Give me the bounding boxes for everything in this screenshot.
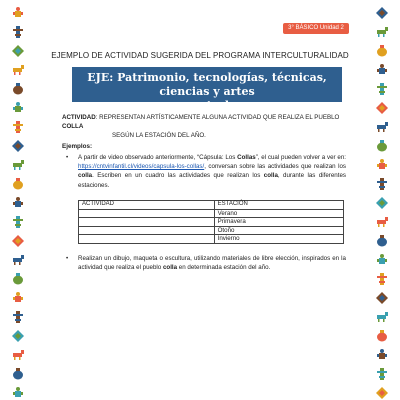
examples-label: Ejemplos:: [62, 143, 93, 150]
decorative-vessel-icon: [10, 272, 26, 286]
bullet1-text: A partir de video observado anteriormente, “Cápsula: Los: [78, 154, 238, 161]
bullet1-bold: Collas: [237, 154, 256, 161]
decorative-totem-icon: [374, 367, 390, 381]
table-header-estacion: ESTACIÓN: [214, 201, 343, 210]
table-header-row: [79, 201, 344, 210]
decorative-vessel-icon: [374, 139, 390, 153]
table-cell-estacion: Otoño: [214, 226, 343, 235]
decorative-vessel-icon: [10, 177, 26, 191]
table-cell-actividad[interactable]: [79, 226, 215, 235]
decorative-diamond-icon: [374, 6, 390, 20]
decorative-totem-icon: [10, 310, 26, 324]
left-decorative-border: [6, 0, 30, 400]
decorative-totem-icon: [10, 215, 26, 229]
table-row: [79, 235, 344, 244]
decorative-diamond-icon: [374, 101, 390, 115]
decorative-person-icon: [374, 348, 390, 362]
decorative-person-icon: [10, 291, 26, 305]
table-cell-estacion: Primavera: [214, 218, 343, 227]
bullet1-text: . Escriben en un cuadro las actividades que realizan los: [92, 172, 264, 180]
bullet1-text: ”, el cual pueden volver a ver en:: [255, 154, 346, 161]
bullet2-text: Realizan un dibujo, maqueta o escultura, utilizando materiales de libre elección, inspirados en la actividad que realiza el pueblo: [78, 255, 346, 272]
decorative-totem-icon: [10, 25, 26, 39]
decorative-totem-icon: [374, 82, 390, 96]
bullet-icon: •: [66, 255, 69, 262]
decorative-vessel-icon: [374, 234, 390, 248]
table-row: [79, 226, 344, 235]
activity-text: : REPRESENTAN ARTÍSTICAMENTE ALGUNA ACTIVIDAD QUE REALIZA EL PUEBLO: [95, 114, 340, 121]
grade-unit-tab: 3° BÁSICO Unidad 2: [283, 23, 349, 34]
seasons-table: [78, 200, 344, 244]
decorative-person-icon: [10, 386, 26, 400]
decorative-person-icon: [374, 253, 390, 267]
activity-description: [62, 113, 352, 140]
example-bullet-2: [66, 254, 346, 272]
decorative-animal-icon: [374, 215, 390, 229]
table-row: [79, 218, 344, 227]
decorative-diamond-icon: [374, 291, 390, 305]
table-cell-actividad[interactable]: [79, 218, 215, 227]
table-cell-estacion: Verano: [214, 209, 343, 218]
bullet-icon: •: [66, 154, 69, 161]
activity-label: ACTIVIDAD: [62, 114, 96, 121]
eje-banner: [72, 67, 342, 112]
bullet1-text: , durante las diferentes estaciones.: [78, 172, 347, 189]
decorative-animal-icon: [10, 63, 26, 77]
decorative-diamond-icon: [374, 196, 390, 210]
right-decorative-border: [370, 0, 394, 400]
decorative-animal-icon: [10, 348, 26, 362]
table-row: [79, 209, 344, 218]
table-cell-estacion: Invierno: [214, 235, 343, 244]
decorative-diamond-icon: [10, 329, 26, 343]
decorative-vessel-icon: [10, 367, 26, 381]
table-cell-actividad[interactable]: [79, 209, 215, 218]
example-bullet-1: [66, 153, 347, 190]
decorative-totem-icon: [374, 177, 390, 191]
eje-title-line2: ancestrales: [171, 99, 243, 112]
bullet2-text: en determinada estación del año.: [177, 264, 271, 272]
decorative-animal-icon: [10, 253, 26, 267]
table-cell-actividad[interactable]: [79, 235, 215, 244]
decorative-person-icon: [374, 158, 390, 172]
bullet2-bold: colla: [162, 264, 178, 272]
decorative-diamond-icon: [10, 139, 26, 153]
bullet1-bold: colla: [263, 172, 278, 180]
decorative-totem-icon: [10, 120, 26, 134]
decorative-vessel-icon: [374, 329, 390, 343]
decorative-animal-icon: [374, 310, 390, 324]
decorative-person-icon: [10, 196, 26, 210]
decorative-animal-icon: [374, 25, 390, 39]
decorative-totem-icon: [374, 272, 390, 286]
decorative-person-icon: [10, 101, 26, 115]
bullet1-text: , conversan sobre las actividades que realizan los: [204, 163, 346, 171]
decorative-person-icon: [10, 6, 26, 20]
decorative-animal-icon: [10, 158, 26, 172]
video-link[interactable]: https://cntvinfantil.cl/videos/capsula-los-collas/: [78, 163, 205, 171]
activity-bold-word: COLLA: [62, 123, 84, 130]
decorative-diamond-icon: [374, 386, 390, 400]
decorative-animal-icon: [374, 120, 390, 134]
decorative-diamond-icon: [10, 234, 26, 248]
table-header-actividad: ACTIVIDAD: [79, 201, 215, 210]
bullet1-bold: colla: [78, 172, 93, 180]
decorative-vessel-icon: [10, 82, 26, 96]
page-title: EJEMPLO DE ACTIVIDAD SUGERIDA DEL PROGRAMA INTERCULTURALIDAD: [51, 51, 349, 60]
eje-title-line1: EJE: Patrimonio, tecnologías, técnicas, ciencias y artes: [87, 71, 327, 98]
activity-text-line2: SEGÚN LA ESTACIÓN DEL AÑO.: [112, 132, 206, 139]
decorative-person-icon: [374, 63, 390, 77]
